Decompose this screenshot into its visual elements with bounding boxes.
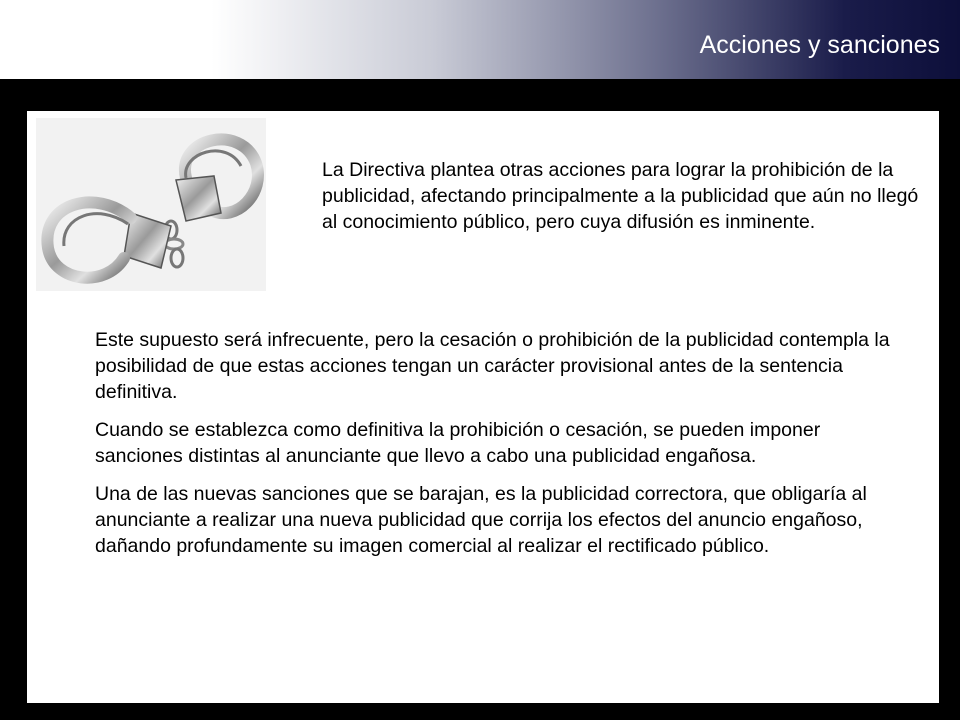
intro-paragraph: La Directiva plantea otras acciones para lograr la prohibición de la publicidad, afectando principalmente a la publicidad que aún no llegó al conocimiento público, pero cuya difusión es inminente.: [322, 159, 919, 233]
handcuffs-image: [36, 118, 266, 291]
paragraph-sanctions: Cuando se establezca como definitiva la prohibición o cesación, se pueden imponer sanciones distintas al anunciante que llevo a cabo una publicidad engañosa.: [95, 419, 821, 467]
title-banner: [0, 0, 960, 79]
handcuffs-icon: [36, 118, 266, 291]
paragraph-corrective-advertising: Una de las nuevas sanciones que se barajan, es la publicidad correctora, que obligaría al anunciante a realizar una nueva publicidad que corrija los efectos del anuncio engañoso, dañando profundamente su imagen comercial al realizar el rectificado público.: [95, 483, 867, 557]
slide-title: Acciones y sanciones: [699, 31, 940, 59]
body-text: [95, 327, 895, 571]
paragraph-provisional: Este supuesto será infrecuente, pero la cesación o prohibición de la publicidad contempla la posibilidad de que estas acciones tengan un carácter provisional antes de la sentencia definitiva.: [95, 329, 890, 403]
